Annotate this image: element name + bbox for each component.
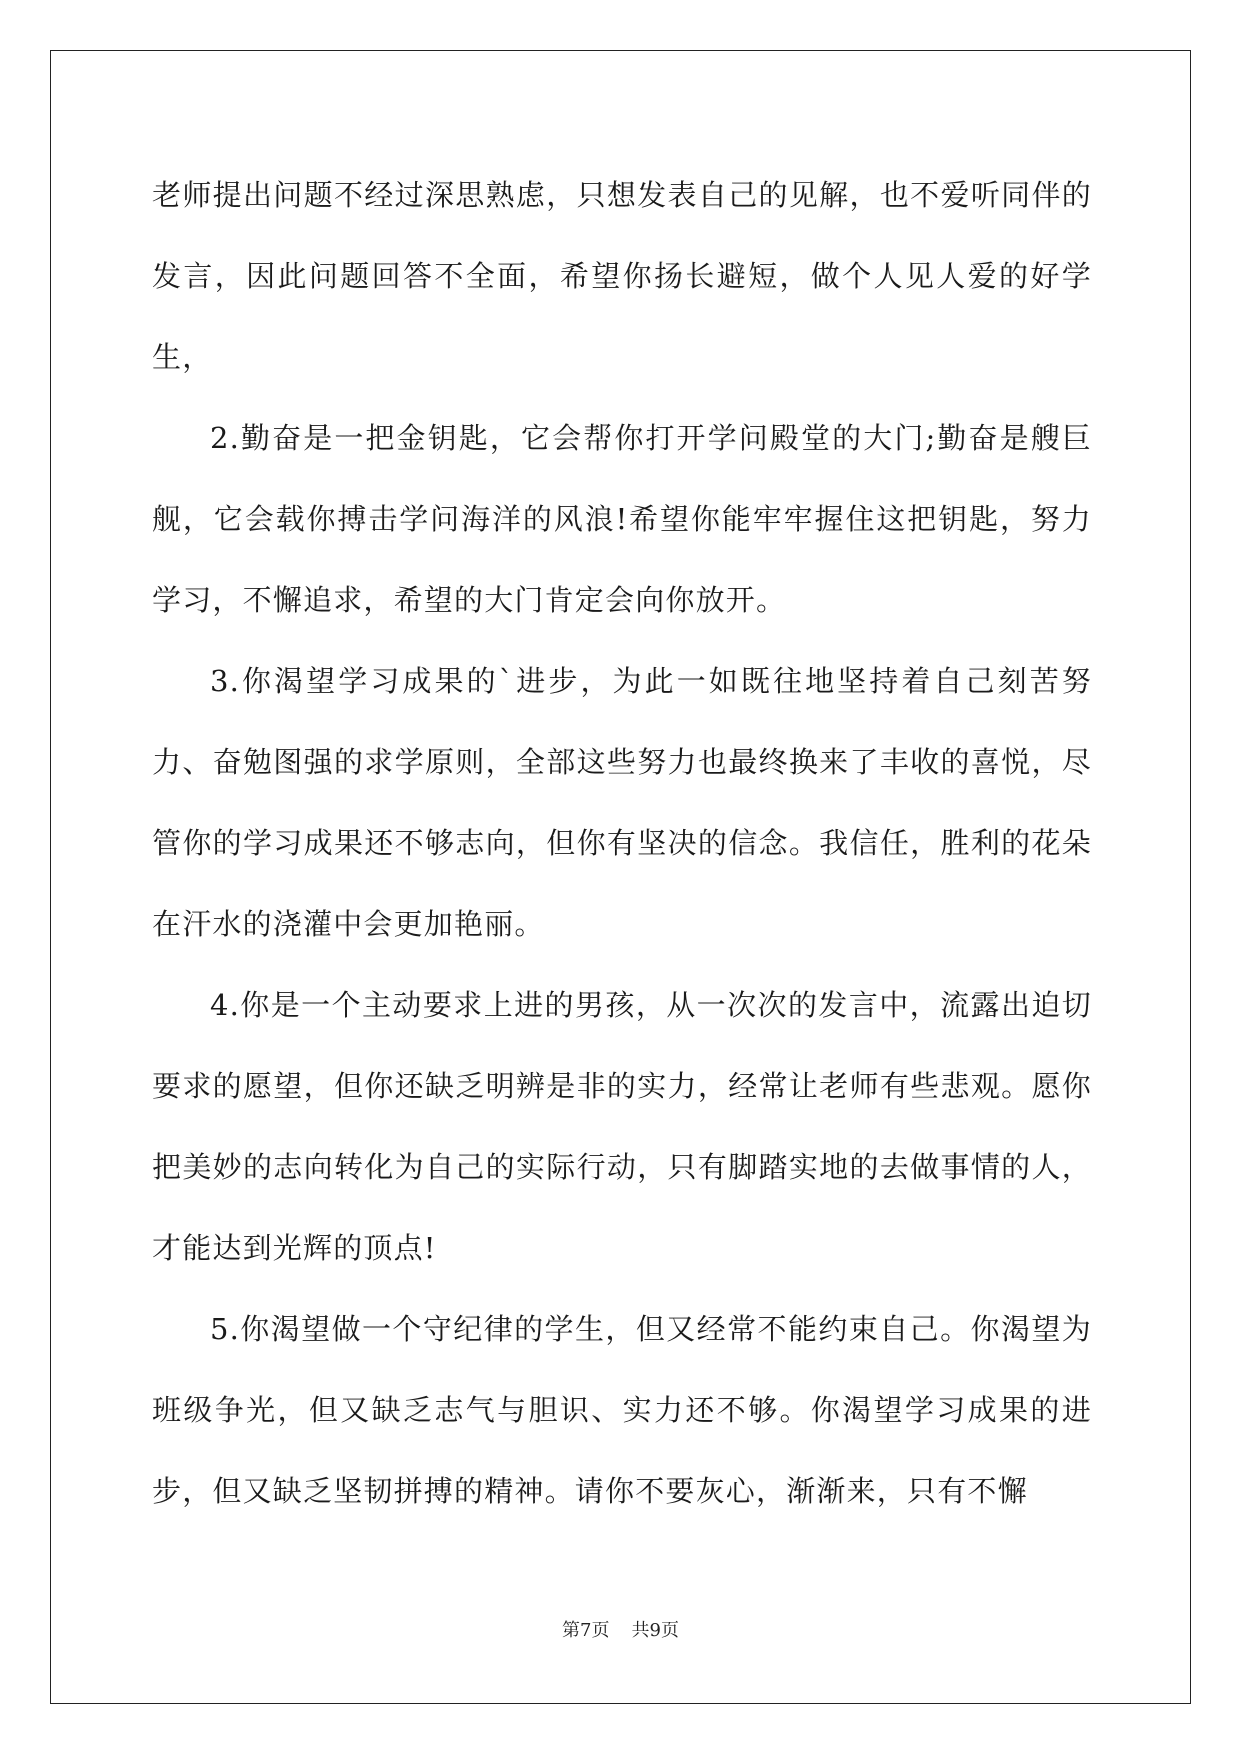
- paragraph: 3.你渴望学习成果的`进步，为此一如既往地坚持着自己刻苦努力、奋勉图强的求学原则，全部这些努力也最终换来了丰收的喜悦，尽管你的学习成果还不够志向，但你有坚决的信念。我信任，胜利的花朵在汗水的浇灌中会更加艳丽。: [152, 664, 1092, 941]
- paragraph: 5.你渴望做一个守纪律的学生，但又经常不能约束自己。你渴望为班级争光，但又缺乏志气与胆识、实力还不够。你渴望学习成果的进步，但又缺乏坚韧拼搏的精神。请你不要灰心，渐渐来，只有不懈: [152, 1312, 1092, 1508]
- paragraph: 老师提出问题不经过深思熟虑，只想发表自己的见解，也不爱听同伴的发言，因此问题回答不全面，希望你扬长避短，做个人见人爱的好学生，: [152, 178, 1092, 374]
- paragraph: 4.你是一个主动要求上进的男孩，从一次次的发言中，流露出迫切要求的愿望，但你还缺乏明辨是非的实力，经常让老师有些悲观。愿你把美妙的志向转化为自己的实际行动，只有脚踏实地的去做事情的人，才能达到光辉的顶点!: [152, 988, 1092, 1265]
- document-body: [152, 155, 1092, 1532]
- total-pages-label: 共9页: [631, 1620, 679, 1641]
- current-page-label: 第7页: [562, 1620, 610, 1641]
- page-footer: [0, 1616, 1241, 1642]
- paragraph: 2.勤奋是一把金钥匙，它会帮你打开学问殿堂的大门;勤奋是艘巨舰，它会载你搏击学问海洋的风浪!希望你能牢牢握住这把钥匙，努力学习，不懈追求，希望的大门肯定会向你放开。: [152, 421, 1092, 617]
